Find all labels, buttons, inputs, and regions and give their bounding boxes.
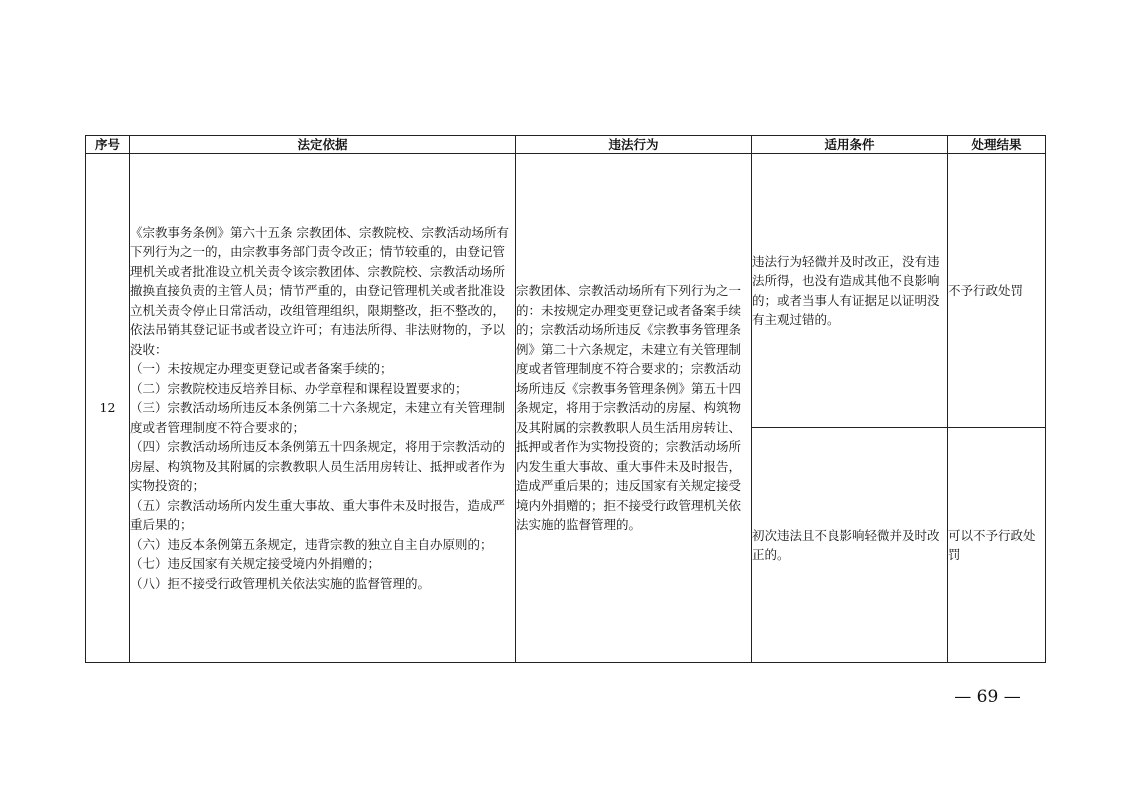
basis-item-4: （四）宗教活动场所违反本条例第五十四条规定，将用于宗教活动的房屋、构筑物及其附属的宗教教职人员生活用房转让、抵押或者作为实物投资的；: [130, 439, 506, 494]
basis-item-2: （二）宗教院校违反培养目标、办学章程和课程设置要求的；: [130, 380, 468, 396]
cell-legal-basis: [130, 154, 516, 663]
cell-condition-1: [752, 154, 948, 428]
header-condition: 适用条件: [752, 136, 948, 154]
cell-result-1: [948, 154, 1046, 428]
header-violation: 违法行为: [516, 136, 752, 154]
table-row: [86, 154, 1046, 428]
basis-item-3: （三）宗教活动场所违反本条例第二十六条规定，未建立有关管理制度或者管理制度不符合要求的；: [130, 400, 506, 435]
condition-text-1: 违法行为轻微并及时改正，没有违法所得，也没有造成其他不良影响的；或者当事人有证据足以证明没有主观过错的。: [752, 253, 940, 327]
header-basis: 法定依据: [130, 136, 516, 154]
page-number: — 69 —: [954, 687, 1021, 707]
result-text-2: 可以不予行政处罚: [948, 527, 1036, 562]
basis-item-5: （五）宗教活动场所内发生重大事故、重大事件未及时报告，造成严重后果的；: [130, 497, 506, 533]
basis-item-7: （七）违反国家有关规定接受境内外捐赠的；: [130, 556, 381, 572]
header-seq: 序号: [86, 136, 130, 154]
basis-item-6: （六）违反本条例第五条规定，违背宗教的独立自主自办原则的；: [130, 536, 493, 552]
basis-intro: 《宗教事务条例》第六十五条 宗教团体、宗教院校、宗教活动场所有下列行为之一的，由宗教事务部门责令改正；情节较重的，由登记管理机关或者批准设立机关责令该宗教团体、宗教院校、宗教活动场所撤换直接负责的主管人员；情节严重的，由登记管理机关或者批准设立机关责令停止日常活动，改组管理组织，限期整改，拒不整改的，依法吊销其登记证书或者设立许可；有违法所得、非法财物的，予以没收：: [130, 224, 509, 357]
cell-condition-2: [752, 428, 948, 663]
cell-violation: [516, 154, 752, 663]
table-header-row: [86, 136, 1046, 154]
basis-item-1: （一）未按规定办理变更登记或者备案手续的；: [130, 361, 393, 377]
header-result: 处理结果: [948, 136, 1046, 154]
result-text-1: 不予行政处罚: [948, 282, 1024, 298]
condition-text-2: 初次违法且不良影响轻微并及时改正的。: [752, 527, 940, 562]
basis-item-8: （八）拒不接受行政管理机关依法实施的监督管理的。: [130, 575, 431, 591]
penalty-table: [85, 135, 1046, 663]
cell-seq: 12: [86, 154, 130, 663]
violation-text: 宗教团体、宗教活动场所有下列行为之一的：未按规定办理变更登记或者备案手续的；宗教活动场所违反《宗教事务管理条例》第二十六条规定，未建立有关管理制度或者管理制度不符合要求的；宗教活动场所违反《宗教事务管理条例》第五十四条规定，将用于宗教活动的房屋、构筑物及其附属的宗教教职人员生活用房转让、抵押或者作为实物投资的；宗教活动场所内发生重大事故、重大事件未及时报告，造成严重后果的；违反国家有关规定接受境内外捐赠的；拒不接受行政管理机关依法实施的监督管理的。: [516, 283, 742, 533]
cell-result-2: [948, 428, 1046, 663]
